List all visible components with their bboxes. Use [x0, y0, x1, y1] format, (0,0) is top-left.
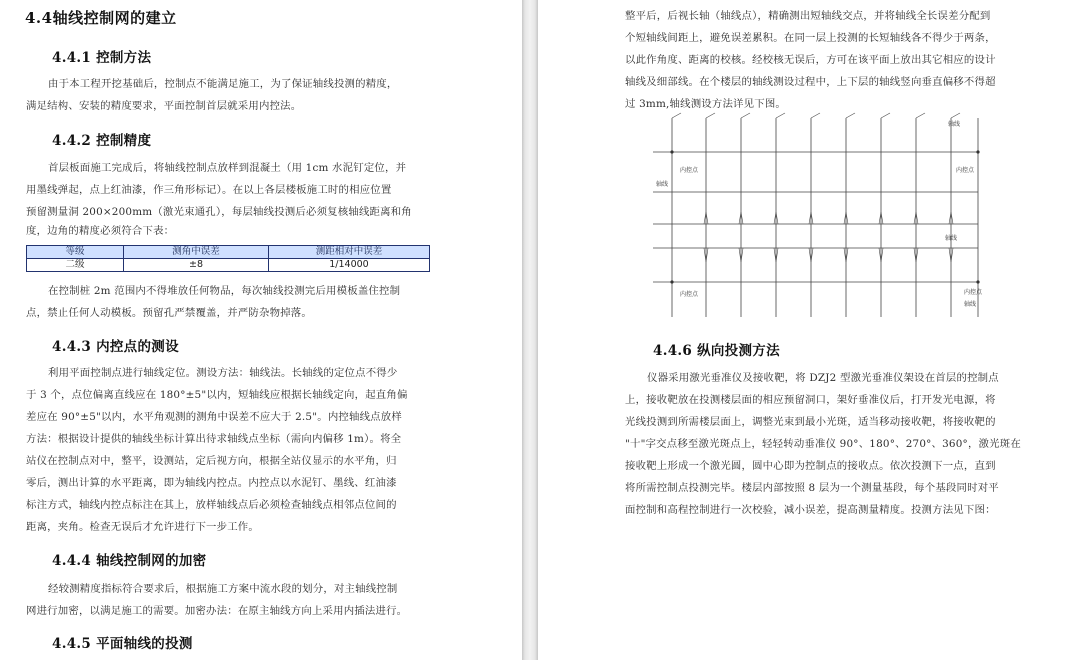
left-page: [0, 0, 522, 660]
paragraph-after-table: 在控制桩 2m 范围内不得堆放任何物品，每次轴线投测完后用模板盖住控制 点，禁止任何人动模板。预留孔严禁覆盖，并严防杂物掉落。: [26, 285, 401, 319]
page-gutter: [522, 0, 538, 660]
accuracy-table: [26, 245, 430, 272]
axis-survey-diagram: [648, 112, 998, 318]
label-axis-left-mid: 轴线: [656, 181, 669, 188]
paragraph-control-precision: 首层板面施工完成后，将轴线控制点放样到混凝土（用 1cm 水泥钉定位，并 用墨线弹起，点上红油漆，作三角形标记）。在以上各层楼板施工时的相应位置 预留测量洞 200×200mm（激光束通孔），每层轴线投测后必须复核轴线距离和角 度，边角的精度必须符合下表：: [26, 162, 412, 237]
label-control-point-left-bottom: 内控点: [680, 291, 699, 298]
table-header-cell: 测距相对中误差: [269, 246, 430, 259]
heading-4-4-5: 4.4.5 平面轴线的投测: [52, 636, 193, 652]
paragraph-network-densification: 经较测精度指标符合要求后，根据施工方案中流水段的划分，对主轴线控制 网进行加密，以满足施工的需要。加密办法：在原主轴线方向上采用内插法进行。: [26, 583, 408, 617]
heading-4-4-6: 4.4.6 纵向投测方法: [653, 343, 780, 359]
control-points: [670, 150, 979, 283]
paragraph-control-point-setting: 利用平面控制点进行轴线定位。测设方法：轴线法。长轴线的定位点不得少 于 3 个，点位偏离直线应在 180°±5"以内，短轴线应根据长轴线定向，起直角偏 差应在 90°±5"以内，水平角观测的测角中误差不应大于 2.5"。内控轴线点放样 方法：根据设计提供的轴线坐标计算出待求轴线点坐标（需向内偏移 1m）。将全 站仪在控制点对中，整平，设测站，定后视方向，根据全站仪显示的水平角，归 零后，测出计算的水平距离，即为轴线内控点。内控点以水泥钉、墨线、红油漆 标注方式，轴线内控点标注在其上，放样轴线点后必须检查轴线点相邻点位间的 距离，夹角。检查无误后才允许进行下一步工作。: [26, 367, 408, 533]
right-page: [538, 0, 1080, 660]
label-axis-bottom-right: 轴线: [964, 301, 977, 308]
table-header-cell: 等级: [27, 246, 124, 259]
heading-4-4-2: 4.4.2 控制精度: [52, 133, 152, 149]
label-axis-mid-right: 轴线: [945, 235, 958, 242]
heading-4-4-3: 4.4.3 内控点的测设: [52, 339, 179, 355]
table-cell: ±8: [124, 259, 269, 272]
heading-4-4-1: 4.4.1 控制方法: [52, 50, 152, 66]
table-header-cell: 测角中误差: [124, 246, 269, 259]
table-row: [27, 259, 430, 272]
section-title-4-4: 4.4轴线控制网的建立: [25, 9, 177, 27]
paragraph-control-method: 由于本工程开挖基础后，控制点不能满足施工，为了保证轴线投测的精度， 满足结构、安装的精度要求，平面控制首层就采用内控法。: [26, 78, 398, 112]
table-cell: 1/14000: [269, 259, 430, 272]
top-markers: [672, 113, 960, 118]
diagram-grid: [653, 118, 978, 317]
label-axis-top-right: 轴线: [948, 121, 961, 128]
label-control-point-left-top: 内控点: [680, 167, 699, 174]
table-header-row: [27, 246, 430, 259]
heading-4-4-4: 4.4.4 轴线控制网的加密: [52, 553, 207, 569]
label-control-point-bottom-right: 内控点: [964, 289, 983, 296]
paragraph-axis-projection: 整平后，后视长轴（轴线点），精确测出短轴线交点，并将轴线全长误差分配到 个短轴线间距上，避免误差累积。在同一层上投测的长短轴线各不得少于两条， 以此作角度、距离的校核。经校核无误后，方可在该平面上放出其它相应的设计 轴线及细部线。在个楼层的轴线测设过程中，上下层的轴线竖向垂直偏移不得超 过 3mm,轴线测设方法详见下图。: [625, 10, 996, 110]
label-control-point-right-top: 内控点: [956, 167, 975, 174]
paragraph-vertical-projection: 仪器采用激光垂准仪及接收靶，将 DZJ2 型激光垂准仪架设在首层的控制点 上，接收靶放在投测楼层面的相应预留洞口，架好垂准仪后，打开发光电源，将 光线投测到所需楼层面上，调整光束到最小光斑，适当移动接收靶，将接收靶的 "十"字交点移至激光斑点上，轻轻转动垂准仪 90°、180°、270°、360°，激光斑在 接收靶上形成一个激光圆，圆中心即为控制点的接收点。依次投测下一点，直到 将所需控制点投测完毕。楼层内部按照 8 层为一个测量基段，每个基段同时对平 面控制和高程控制进行一次校验，减小误差，提高测量精度。投测方法见下图：: [625, 372, 1021, 516]
table-cell: 二级: [27, 259, 124, 272]
